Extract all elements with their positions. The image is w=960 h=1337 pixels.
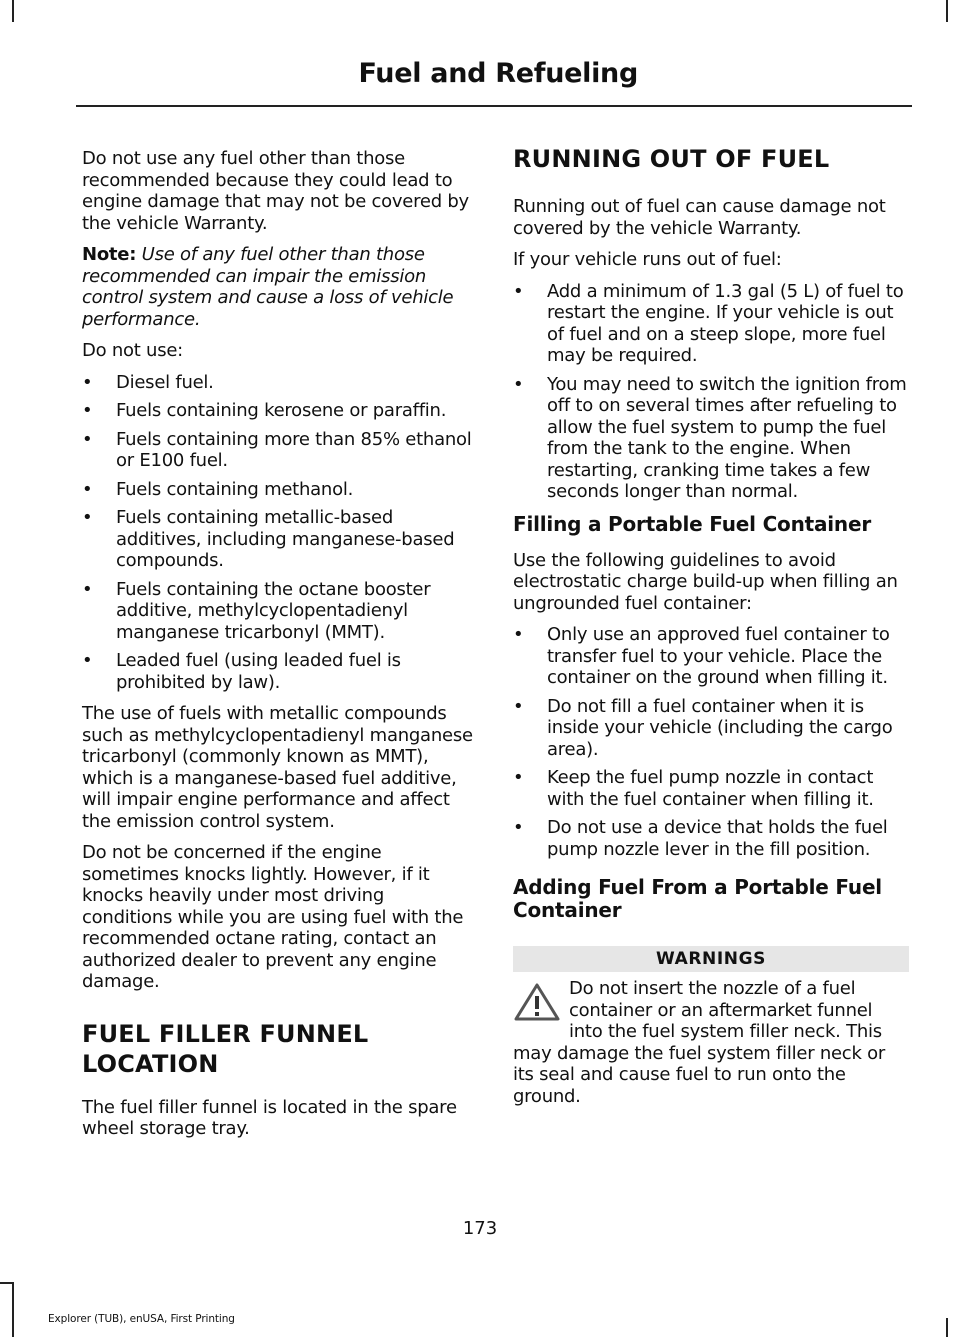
list-item: • Keep the fuel pump nozzle in contact with the fuel container when filling it. (513, 767, 874, 810)
note-text: Use of any fuel other than those recommended can impair the emission control system and cause a loss of vehicle performance. (82, 244, 454, 330)
portable-container-list (513, 624, 909, 860)
warning-text: Do not insert the nozzle of a fuel container or an aftermarket funnel into the fuel system filler neck. This may damage the fuel system filler neck or its seal and cause fuel to run onto the ground. (513, 978, 886, 1107)
list-item: • Fuels containing more than 85% ethanol or E100 fuel. (82, 428, 472, 471)
list-item: • Diesel fuel. (82, 371, 214, 393)
list-item: • Fuels containing the octane booster additive, methylcyclopentadienyl manganese tricarbonyl (MMT). (82, 578, 431, 643)
header-rule (76, 105, 912, 107)
list-item: • Do not use a device that holds the fuel pump nozzle lever in the fill position. (513, 817, 888, 860)
note-paragraph (82, 244, 478, 330)
list-item: • Do not fill a fuel container when it is inside your vehicle (including the cargo area). (513, 695, 893, 760)
list-item: • You may need to switch the ignition from off to on several times after refueling to allow the fuel system to pump the fuel from the tank to the engine. When restarting, cranking time takes a few seconds longer than normal. (513, 373, 907, 502)
list-item: • Leaded fuel (using leaded fuel is prohibited by law). (82, 650, 401, 693)
funnel-location-heading-line2: LOCATION (82, 1049, 219, 1078)
funnel-location-paragraph: The fuel filler funnel is located in the spare wheel storage tray. (82, 1096, 457, 1139)
warnings-header: WARNINGS (513, 946, 909, 972)
portable-container-subheading: Filling a Portable Fuel Container (513, 511, 871, 536)
footer-text: Explorer (TUB), enUSA, First Printing (48, 1313, 235, 1325)
page-number: 173 (462, 1218, 498, 1239)
runs-out-intro: If your vehicle runs out of fuel: (513, 249, 782, 270)
adding-fuel-subheading: Adding Fuel From a Portable Fuel Container (513, 875, 882, 922)
crop-mark-bottom-left (12, 1282, 14, 1337)
engine-knock-paragraph: Do not be concerned if the engine sometimes knocks lightly. However, if it knocks heavily under most driving conditions while you are using fuel with the recommended octane rating, contact an authorized dealer to prevent any engine damage. (82, 842, 464, 992)
right-column (513, 144, 909, 1117)
running-out-paragraph: Running out of fuel can cause damage not covered by the vehicle Warranty. (513, 196, 886, 239)
do-not-use-label: Do not use: (82, 340, 183, 361)
left-column (82, 148, 478, 1150)
list-item: • Add a minimum of 1.3 gal (5 L) of fuel to restart the engine. If your vehicle is out of fuel and on a steep slope, more fuel may be required. (513, 280, 904, 366)
metallic-compounds-paragraph: The use of fuels with metallic compounds such as methylcyclopentadienyl manganese tricarbonyl (commonly known as MMT), which is a manganese-based fuel additive, will impair engine performance and affect the emission control system. (82, 703, 473, 832)
crop-mark-top-left (12, 0, 14, 22)
runs-out-list (513, 281, 909, 503)
crop-mark-bottom-left-h (0, 1282, 14, 1284)
warning-block (513, 978, 909, 1107)
list-item: • Fuels containing methanol. (82, 478, 354, 500)
note-label: Note: (82, 244, 137, 265)
crop-mark-top-right (946, 0, 948, 22)
funnel-location-heading: FUEL FILLER FUNNEL (82, 1019, 369, 1048)
list-item: • Fuels containing metallic-based additives, including manganese-based compounds. (82, 507, 455, 571)
running-out-heading: RUNNING OUT OF FUEL (513, 145, 830, 173)
list-item: • Fuels containing kerosene or paraffin. (82, 400, 447, 421)
page-header-title: Fuel and Refueling (358, 58, 638, 89)
portable-container-paragraph: Use the following guidelines to avoid electrostatic charge build-up when filling an ungrounded fuel container: (513, 549, 898, 614)
crop-mark-bottom-right (946, 1318, 948, 1337)
warning-triangle-icon (513, 982, 561, 1022)
list-item: • Only use an approved fuel container to transfer fuel to your vehicle. Place the container on the ground when filling it. (513, 624, 890, 688)
fuel-warning-paragraph: Do not use any fuel other than those recommended because they could lead to engine damage that may not be covered by the vehicle Warranty. (82, 148, 469, 234)
do-not-use-list (82, 372, 478, 694)
